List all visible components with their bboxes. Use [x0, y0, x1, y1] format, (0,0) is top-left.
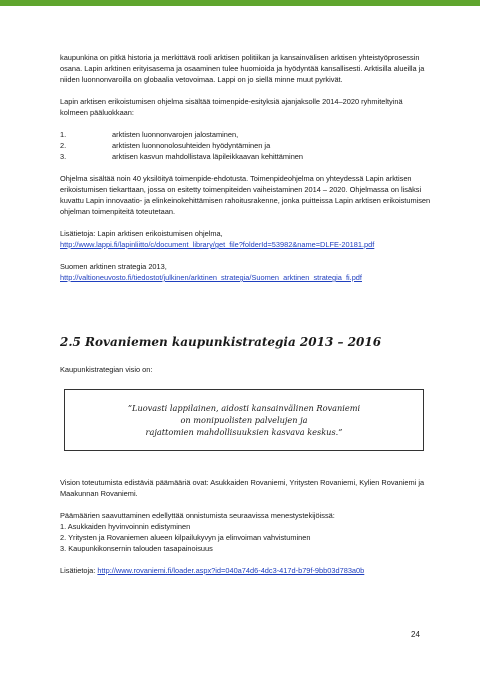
list-item-text: arktisen kasvun mahdollistava läpileikkaavan kehittäminen: [112, 152, 304, 161]
vision-line: ”Luovasti lappilainen, aidosti kansainvälinen Rovaniemi: [127, 403, 361, 413]
list-item-number: 2.: [60, 141, 67, 150]
page-number: 24: [411, 630, 420, 639]
factors-intro: Päämäärien saavuttaminen edellyttää onnistumista seuraavissa menestystekijöissä:: [60, 511, 335, 520]
header-accent-bar: [0, 0, 480, 6]
program-list: [60, 129, 432, 162]
city-strategy-link[interactable]: http://www.rovaniemi.fi/loader.aspx?id=040a74d6-4dc3-417d-b79f-9bb03d783a0b: [97, 566, 365, 575]
strategy-block: [60, 261, 432, 283]
factors-list: [60, 521, 432, 554]
vision-line: rajattomien mahdollisuuksien kasvava keskus.”: [145, 427, 343, 437]
list-item-text: arktisten luonnonolosuhteiden hyödyntäminen ja: [112, 141, 271, 150]
list-item: 1. Asukkaiden hyvinvoinnin edistyminen: [60, 522, 191, 531]
arctic-strategy-link[interactable]: http://valtioneuvosto.fi/tiedostot/julkinen/arktinen_strategia/Suomen_arktinen_strategia_fi.pdf: [60, 273, 362, 282]
actions-paragraph: Ohjelma sisältää noin 40 yksilöityä toimenpide-ehdotusta. Toimenpideohjelma on yhteydessä Lapin arktisen erikoistumisen tiekarttaan, jossa on esitetty toimenpiteiden vaiheistaminen 2014 – 2020. Ohjelmassa on lisäksi kuvattu Lapin innovaatio- ja elinkeinokehittämisen rahoitusrakenne, jonka puitteissa Lapin arktisen erikoistumisen ohjelman toimenpiteitä toteutetaan.: [60, 174, 431, 216]
intro-paragraph: kaupunkina on pitkä historia ja merkittävä rooli arktisen politiikan ja kansainvälisen arktisen yhteistyöprosessin osana. Lapin arktinen erityisasema ja osaaminen tulee huomioida ja hyödyntää kansallisesti. Arktisilla alueilla ja niiden luonnonvaroilla on globaalia vetovoimaa. Lappi on jo siellä minne muut pyrkivät.: [60, 53, 425, 84]
list-item: [60, 140, 432, 151]
list-item: 2. Yritysten ja Rovaniemen alueen kilpailukyvyn ja elinvoiman vahvistuminen: [60, 533, 311, 542]
list-item: [60, 129, 432, 140]
list-item: 3. Kaupunkikonsernin talouden tasapainoisuus: [60, 544, 213, 553]
section-heading: 2.5 Rovaniemen kaupunkistrategia 2013 – 2016: [60, 335, 382, 349]
program-paragraph: Lapin arktisen erikoistumisen ohjelma sisältää toimenpide-esityksiä ajanjaksolle 2014–2020 ryhmiteltyinä kolmeen pääluokkaan:: [60, 97, 403, 117]
final-info-label: Lisätietoja:: [60, 566, 98, 575]
vision-intro: Kaupunkistrategian visio on:: [60, 365, 153, 374]
goals-paragraph: Vision toteutumista edistäviä päämääriä ovat: Asukkaiden Rovaniemi, Yritysten Rovaniemi, Kylien Rovaniemi ja Maakunnan Rovaniemi.: [60, 478, 425, 498]
strategy-label: Suomen arktinen strategia 2013,: [60, 262, 167, 271]
vision-quote-box: [64, 389, 424, 451]
more-info-block: [60, 228, 432, 250]
list-item: [60, 151, 432, 162]
final-info-block: [60, 565, 432, 576]
list-item-number: 1.: [60, 130, 67, 139]
more-info-label: Lisätietoja: Lapin arktisen erikoistumisen ohjelma,: [60, 229, 223, 238]
vision-line: on monipuolisten palvelujen ja: [180, 415, 308, 425]
list-item-text: arktisten luonnonvarojen jalostaminen,: [112, 130, 239, 139]
list-item-number: 3.: [60, 152, 67, 161]
document-page: [60, 52, 432, 576]
arctic-program-link[interactable]: http://www.lappi.fi/lapinliitto/c/document_library/get_file?folderId=53982&name=DLFE-20181.pdf: [60, 240, 375, 249]
